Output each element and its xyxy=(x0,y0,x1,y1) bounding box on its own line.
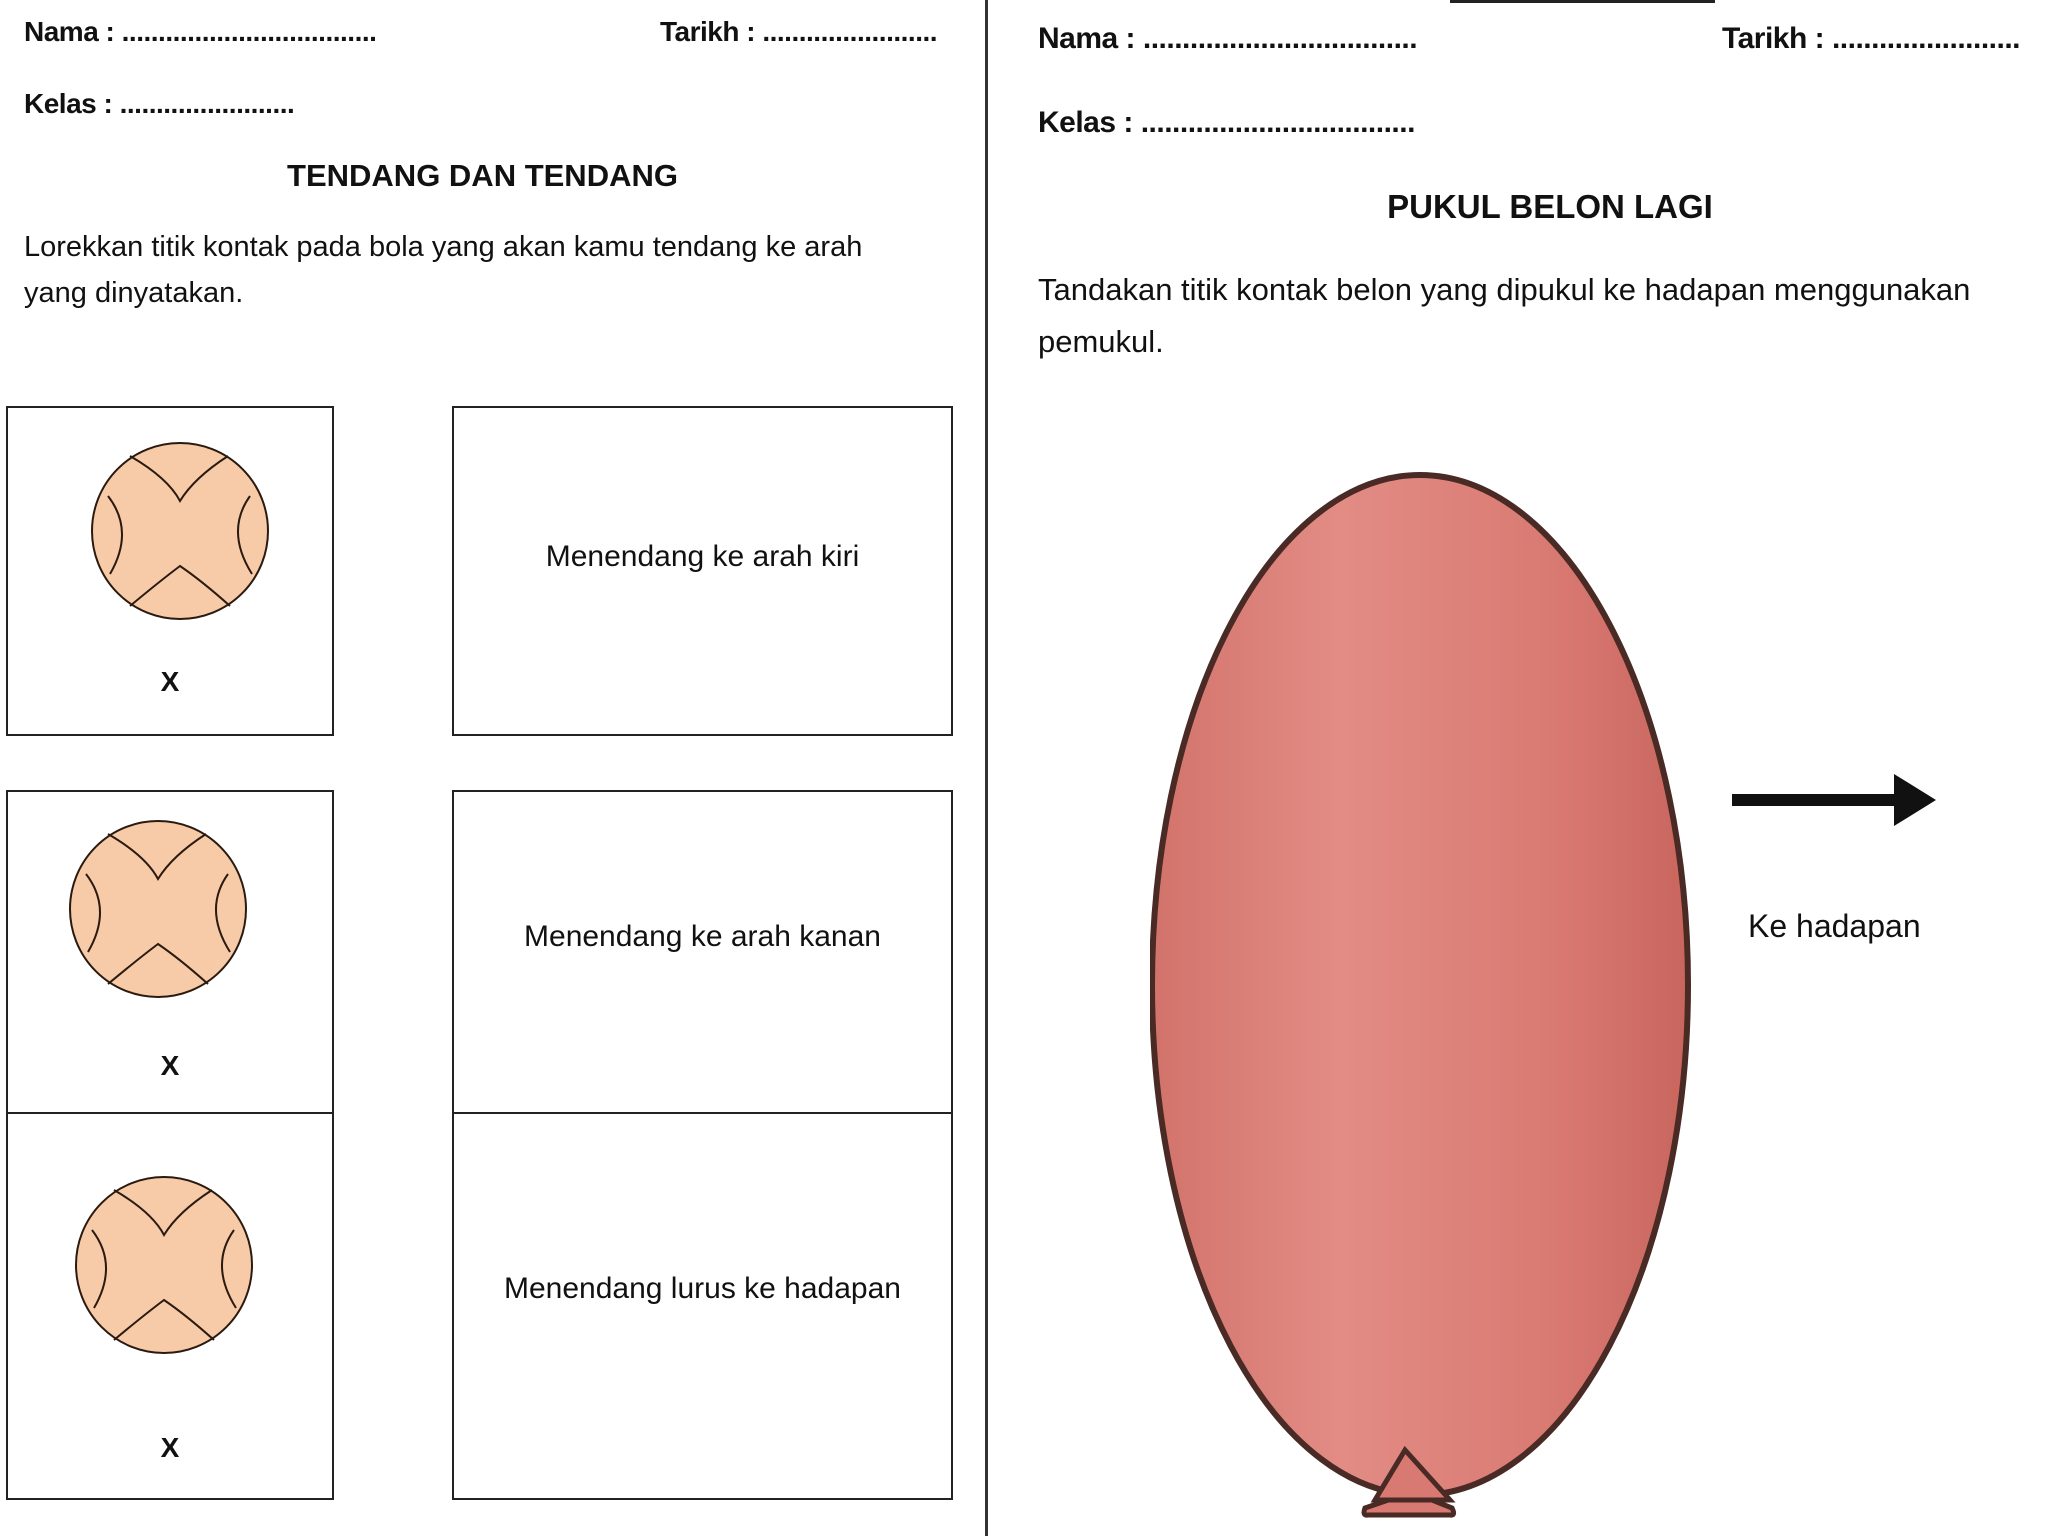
ball-box-2 xyxy=(6,790,334,1114)
balloon-icon[interactable] xyxy=(1150,470,1730,1525)
direction-label-2: Menendang ke arah kanan xyxy=(524,920,881,953)
ball-mark-3: X xyxy=(160,1432,180,1463)
left-instruction: Lorekkan titik kontak pada bola yang akan kamu tendang ke arah yang dinyatakan. xyxy=(24,231,863,309)
direction-forward-label: Ke hadapan xyxy=(1748,908,1921,944)
football-icon[interactable] xyxy=(90,436,270,626)
left-worksheet-title: TENDANG DAN TENDANG xyxy=(287,158,678,193)
left-date-field[interactable]: Tarikh : ........................ xyxy=(660,16,938,47)
top-rule xyxy=(1450,0,1715,3)
direction-box-3 xyxy=(452,1112,953,1500)
ball-box-1 xyxy=(6,406,334,736)
right-worksheet-title: PUKUL BELON LAGI xyxy=(1387,188,1713,225)
right-name-field[interactable]: Nama : ................................... xyxy=(1038,22,1418,55)
ball-mark-2: X xyxy=(160,1050,180,1081)
ball-box-3 xyxy=(6,1112,334,1500)
football-icon[interactable] xyxy=(68,814,248,1004)
direction-label-3: Menendang lurus ke hadapan xyxy=(504,1272,901,1305)
football-icon[interactable] xyxy=(74,1170,254,1360)
arrow-right-icon xyxy=(1730,770,1940,830)
sheet-divider xyxy=(985,0,988,1536)
right-class-field[interactable]: Kelas : ................................... xyxy=(1038,106,1415,139)
right-date-field[interactable]: Tarikh : ........................ xyxy=(1722,22,2021,55)
left-class-field[interactable]: Kelas : ........................ xyxy=(24,88,295,119)
direction-box-2 xyxy=(452,790,953,1114)
direction-box-1 xyxy=(452,406,953,736)
direction-label-1: Menendang ke arah kiri xyxy=(545,540,860,573)
right-instruction: Tandakan titik kontak belon yang dipukul ke hadapan menggunakan pemukul. xyxy=(1038,272,1971,359)
ball-mark-1: X xyxy=(160,666,180,697)
left-name-field[interactable]: Nama : ................................... xyxy=(24,16,377,47)
